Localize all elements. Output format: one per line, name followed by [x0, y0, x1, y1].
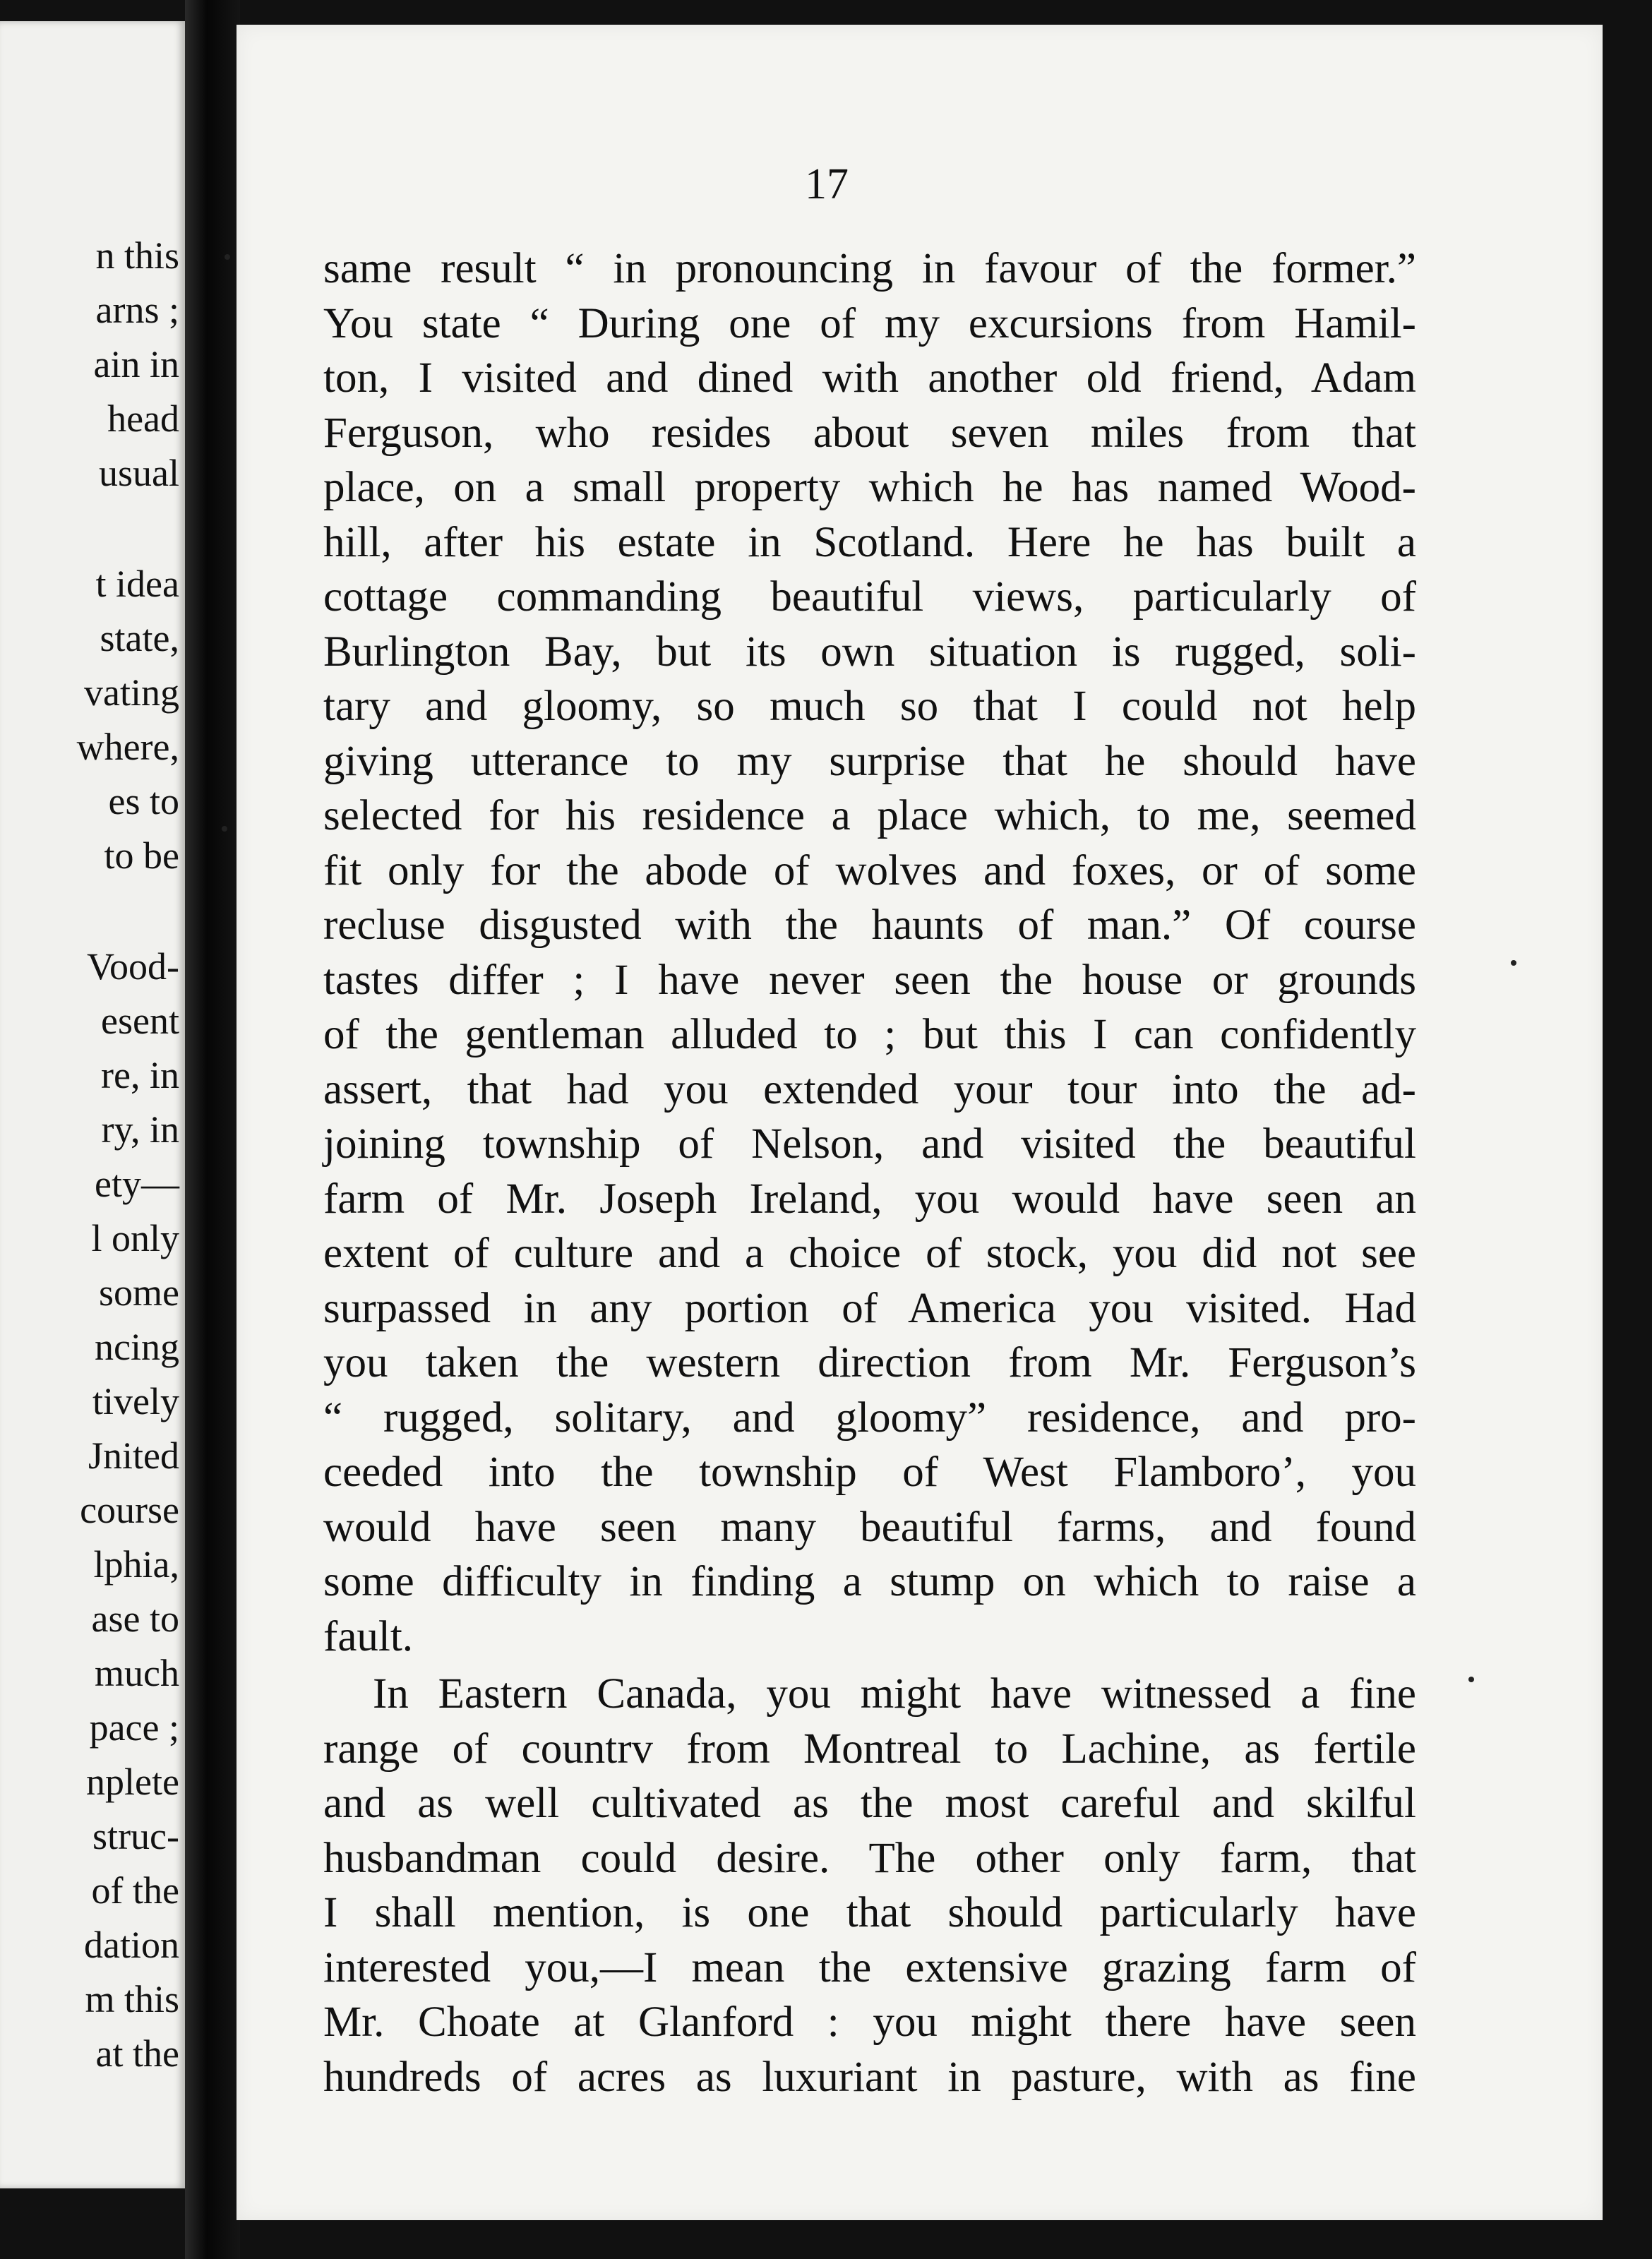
text-line: place, on a small property which he has named Wood-	[323, 464, 1416, 511]
left-facing-page	[0, 21, 185, 2188]
left-page-line: Vood-	[86, 945, 179, 988]
text-line: joining township of Nelson, and visited the beautiful	[323, 1120, 1416, 1168]
text-line: interested you,—I mean the extensive grazing farm of	[323, 1943, 1416, 1991]
scan-speck	[1511, 960, 1516, 966]
text-line: of the gentleman alluded to ; but this I can confidently	[323, 1011, 1416, 1058]
book-gutter	[185, 0, 240, 2259]
text-line: Mr. Choate at Glanford : you might there have seen	[323, 1999, 1416, 2046]
left-page-line: where,	[76, 726, 179, 768]
left-page-line: state,	[100, 617, 179, 659]
text-line: selected for his residence a place which, to me, seemed	[323, 792, 1416, 839]
left-page-line: ry, in	[101, 1108, 179, 1151]
page-number: 17	[805, 160, 849, 208]
left-page-line: nplete	[86, 1761, 179, 1803]
text-line: you taken the western direction from Mr. Ferguson’s	[323, 1339, 1416, 1386]
text-line: tastes differ ; I have never seen the house or grounds	[323, 956, 1416, 1004]
text-line: ton, I visited and dined with another old friend, Adam	[323, 354, 1416, 402]
text-line: “ rugged, solitary, and gloomy” residence, and pro-	[323, 1394, 1416, 1442]
text-line: some difficulty in finding a stump on which to raise a	[323, 1558, 1416, 1605]
text-line: Ferguson, who resides about seven miles from that	[323, 409, 1416, 457]
text-line: ceeded into the township of West Flamboro’, you	[323, 1449, 1416, 1496]
left-page-line: ase to	[91, 1598, 179, 1640]
text-line: would have seen many beautiful farms, and found	[323, 1503, 1416, 1551]
left-page-line: of the	[91, 1869, 179, 1912]
left-page-line: t idea	[95, 563, 179, 605]
left-page-line: es to	[108, 780, 179, 822]
text-line: surpassed in any portion of America you visited. Had	[323, 1284, 1416, 1332]
left-page-line: esent	[101, 1000, 179, 1042]
left-page-line: dation	[84, 1924, 179, 1966]
left-page-line: some	[99, 1271, 179, 1314]
body-text	[323, 241, 1416, 2104]
text-line: farm of Mr. Joseph Ireland, you would have seen an	[323, 1175, 1416, 1223]
left-page-line: struc-	[92, 1815, 179, 1857]
left-page-line: tively	[92, 1380, 179, 1422]
scan-speck	[222, 826, 227, 832]
left-page-line: re, in	[101, 1054, 179, 1096]
text-line: extent of culture and a choice of stock, you did not see	[323, 1230, 1416, 1277]
text-line: I shall mention, is one that should particularly have	[323, 1889, 1416, 1936]
paragraph	[323, 1667, 1416, 2104]
text-line: In Eastern Canada, you might have witnessed a fine	[373, 1670, 1416, 1718]
left-page-line: Jnited	[88, 1434, 179, 1477]
text-line: and as well cultivated as the most careful and skilful	[323, 1780, 1416, 1827]
text-line: assert, that had you extended your tour into the ad-	[323, 1065, 1416, 1113]
left-page-line: vating	[84, 671, 179, 714]
text-line: range of countrv from Montreal to Lachine, as fertile	[323, 1725, 1416, 1773]
left-page-line: l only	[91, 1217, 179, 1259]
text-line: You state “ During one of my excursions from Hamil-	[323, 299, 1416, 347]
left-page-line: usual	[99, 452, 179, 494]
left-page-line: m this	[85, 1978, 179, 2020]
text-line: fit only for the abode of wolves and foxes, or of some	[323, 846, 1416, 894]
scan-speck	[1468, 1677, 1474, 1682]
left-page-line: ain in	[93, 343, 179, 385]
left-page-line: ety—	[95, 1163, 179, 1205]
text-line: cottage commanding beautiful views, particularly of	[323, 573, 1416, 621]
left-page-line: to be	[104, 834, 179, 877]
text-line: Burlington Bay, but its own situation is rugged, soli-	[323, 628, 1416, 676]
right-scan-border	[1603, 0, 1652, 2259]
text-line: hill, after his estate in Scotland. Here he has built a	[323, 518, 1416, 566]
text-line: recluse disgusted with the haunts of man.” Of course	[323, 901, 1416, 949]
left-page-line: n this	[95, 234, 179, 277]
text-line: fault.	[323, 1612, 414, 1660]
left-page-line: head	[107, 397, 179, 440]
text-line: husbandman could desire. The other only farm, that	[323, 1834, 1416, 1882]
text-line: giving utterance to my surprise that he should have	[323, 737, 1416, 785]
left-page-line: pace ;	[89, 1706, 179, 1749]
text-line: hundreds of acres as luxuriant in pasture, with as fine	[323, 2053, 1416, 2101]
left-page-line: ncing	[95, 1326, 179, 1368]
paragraph	[323, 241, 1416, 1664]
text-line: tary and gloomy, so much so that I could not help	[323, 683, 1416, 730]
scan-speck	[225, 254, 230, 260]
left-page-line: arns ;	[95, 289, 179, 331]
left-page-line: at the	[95, 2032, 179, 2075]
left-page-line: course	[80, 1489, 179, 1531]
text-line: same result “ in pronouncing in favour of the former.”	[323, 245, 1416, 292]
left-page-line: much	[95, 1652, 179, 1694]
left-page-line: lphia,	[93, 1543, 179, 1586]
